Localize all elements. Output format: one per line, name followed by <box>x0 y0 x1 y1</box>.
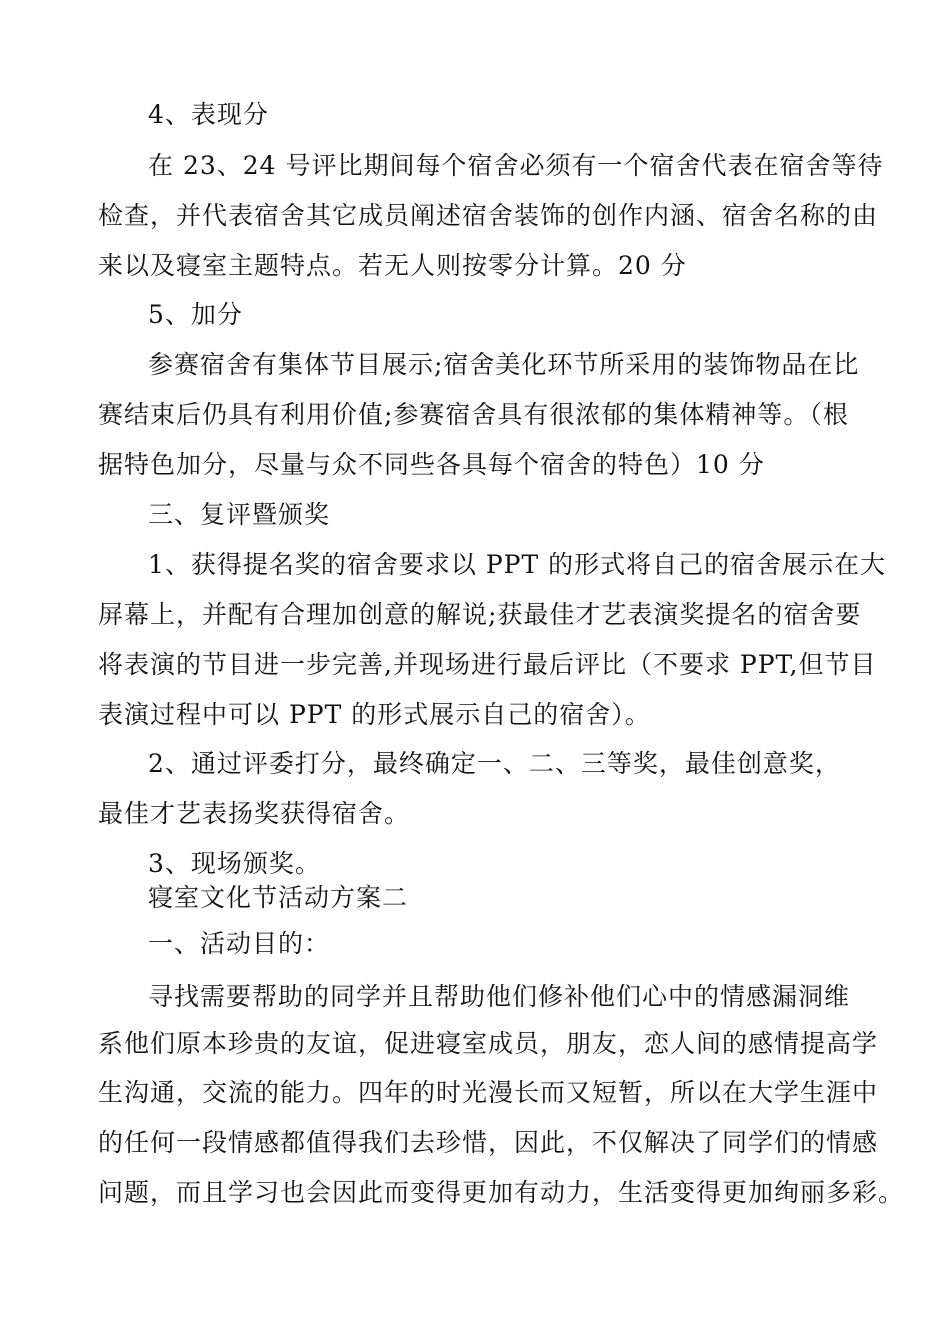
section-5-line-2: 赛结束后仍具有利用价值;参赛宿舍具有很浓郁的集体精神等。（根 <box>98 400 849 429</box>
part-3-item-1-line-3: 将表演的节目进一步完善,并现场进行最后评比（不要求 PPT,但节目 <box>98 650 877 679</box>
section-4-heading: 4、表现分 <box>148 100 269 129</box>
plan-2-heading: 一、活动目的： <box>148 929 331 958</box>
section-5-line-1: 参赛宿舍有集体节目展示;宿舍美化环节所采用的装饰物品在比 <box>148 350 860 379</box>
part-3-heading: 三、复评暨颁奖 <box>148 500 331 529</box>
part-3-item-1-line-1: 1、获得提名奖的宿舍要求以 PPT 的形式将自己的宿舍展示在大 <box>148 550 887 579</box>
part-3-item-2-line-1: 2、通过评委打分，最终确定一、二、三等奖，最佳创意奖， <box>148 749 841 778</box>
section-5-heading: 5、加分 <box>148 300 243 329</box>
plan-2-line-1: 寻找需要帮助的同学并且帮助他们修补他们心中的情感漏洞维 <box>148 982 851 1011</box>
plan-2-title: 寝室文化节活动方案二 <box>148 883 409 912</box>
section-4-line-2: 检查，并代表宿舍其它成员阐述宿舍装饰的创作内涵、宿舍名称的由 <box>98 201 879 230</box>
section-4-line-3: 来以及寝室主题特点。若无人则按零分计算。20 分 <box>98 251 687 280</box>
part-3-item-3: 3、现场颁奖。 <box>148 849 321 878</box>
plan-2-line-4: 的任何一段情感都值得我们去珍惜，因此，不仅解决了同学们的情感 <box>98 1128 879 1157</box>
section-4-line-1: 在 23、24 号评比期间每个宿舍必须有一个宿舍代表在宿舍等待 <box>148 151 884 180</box>
plan-2-line-2: 系他们原本珍贵的友谊，促进寝室成员，朋友，恋人间的感情提高学 <box>98 1029 879 1058</box>
part-3-item-1-line-2: 屏幕上，并配有合理加创意的解说;获最佳才艺表演奖提名的宿舍要 <box>98 600 862 629</box>
part-3-item-1-line-4: 表演过程中可以 PPT 的形式展示自己的宿舍）。 <box>98 700 651 729</box>
plan-2-line-5: 问题，而且学习也会因此而变得更加有动力，生活变得更加绚丽多彩。 <box>98 1178 905 1207</box>
part-3-item-2-line-2: 最佳才艺表扬奖获得宿舍。 <box>98 799 411 828</box>
section-5-line-3: 据特色加分，尽量与众不同些各具每个宿舍的特色）10 分 <box>98 450 765 479</box>
plan-2-line-3: 生沟通，交流的能力。四年的时光漫长而又短暂，所以在大学生涯中 <box>98 1078 879 1107</box>
